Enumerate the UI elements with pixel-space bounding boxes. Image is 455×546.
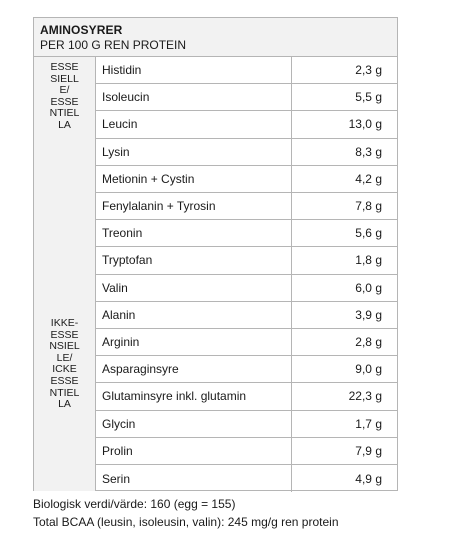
total-bcaa-note: Total BCAA (leusin, isoleusin, valin): 245 mg/g ren protein	[33, 515, 339, 529]
category-essential-line: ESSE	[50, 61, 79, 73]
amino-name: Fenylalanin + Tyrosin	[96, 193, 292, 219]
amino-name: Lysin	[96, 139, 292, 165]
amino-value: 1,7 g	[355, 416, 382, 431]
category-nonessential-line: LE/	[56, 351, 73, 364]
category-essential-line: E/	[59, 84, 70, 97]
amino-name: Treonin	[96, 220, 292, 246]
amino-name: Alanin	[96, 302, 292, 328]
category-nonessential-line: NSIEL	[49, 340, 80, 353]
amino-value: 9,0 g	[355, 362, 382, 377]
amino-value: 7,8 g	[355, 199, 382, 214]
category-nonessential-line: ESSE	[50, 328, 79, 341]
table-row	[96, 383, 397, 410]
table-header	[34, 18, 397, 57]
amino-name: Arginin	[96, 329, 292, 355]
amino-name: Histidin	[96, 57, 292, 83]
amino-name: Serin	[96, 465, 292, 492]
amino-name: Glutaminsyre inkl. glutamin	[96, 383, 292, 409]
amino-value: 7,9 g	[355, 443, 382, 458]
amino-value: 6,0 g	[355, 280, 382, 295]
amino-name: Metionin + Cystin	[96, 166, 292, 192]
amino-value: 1,8 g	[355, 253, 382, 268]
amino-name: Leucin	[96, 111, 292, 137]
category-nonessential-line: ESSE	[50, 374, 79, 387]
table-row	[96, 111, 397, 138]
amino-name: Prolin	[96, 438, 292, 464]
table-row	[96, 465, 397, 492]
table-row	[96, 57, 397, 84]
category-nonessential	[34, 313, 96, 491]
table-row	[96, 302, 397, 329]
table-row	[96, 166, 397, 193]
category-nonessential-line: ICKE	[52, 363, 77, 376]
amino-value: 22,3 g	[348, 389, 382, 404]
category-essential-line: NTIEL	[49, 107, 80, 120]
biological-value-note: Biologisk verdi/värde: 160 (egg = 155)	[33, 497, 236, 511]
table-row	[96, 220, 397, 247]
amino-value: 2,8 g	[355, 335, 382, 350]
table-row	[96, 84, 397, 111]
amino-value: 5,6 g	[355, 226, 382, 241]
amino-value: 3,9 g	[355, 307, 382, 322]
amino-name: Glycin	[96, 411, 292, 437]
category-nonessential-line: LA	[58, 398, 71, 411]
amino-value: 8,3 g	[355, 144, 382, 159]
category-essential	[34, 57, 96, 313]
table-row	[96, 411, 397, 438]
category-essential-line: LA	[58, 118, 71, 131]
category-nonessential-line: IKKE-	[50, 317, 79, 329]
amino-value: 5,5 g	[355, 90, 382, 105]
table-row	[96, 329, 397, 356]
table-row	[96, 247, 397, 274]
amino-name: Valin	[96, 275, 292, 301]
table-row	[96, 275, 397, 302]
table-row	[96, 438, 397, 465]
category-nonessential-line: NTIEL	[49, 386, 80, 399]
amino-acid-table	[33, 17, 398, 491]
table-row	[96, 356, 397, 383]
amino-value: 13,0 g	[348, 117, 382, 132]
amino-name: Asparaginsyre	[96, 356, 292, 382]
table-title: AMINOSYRER	[40, 23, 123, 37]
category-essential-line: ESSE	[50, 95, 79, 108]
amino-value: 4,2 g	[355, 171, 382, 186]
amino-name: Tryptofan	[96, 247, 292, 273]
table-subtitle: PER 100 G REN PROTEIN	[40, 38, 187, 52]
category-essential-line: SIELL	[50, 72, 79, 85]
table-row	[96, 139, 397, 166]
amino-value: 2,3 g	[355, 63, 382, 78]
amino-value: 4,9 g	[355, 471, 382, 486]
amino-name: Isoleucin	[96, 84, 292, 110]
table-row	[96, 193, 397, 220]
